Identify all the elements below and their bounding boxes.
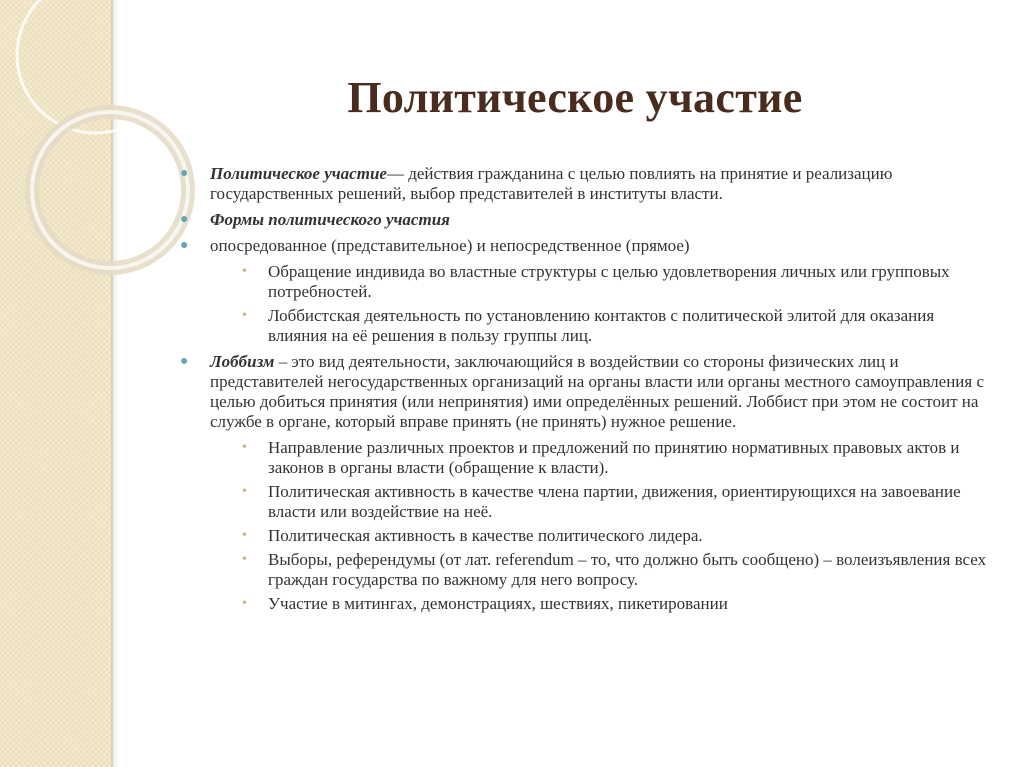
sub-bullet bbox=[180, 306, 990, 346]
bullet-lobbying bbox=[180, 352, 990, 432]
definition-text: — действия гражданина с целью повлиять на принятие и реализацию государственных решений, выбор представителей в институты власти. bbox=[210, 164, 893, 203]
sub-bullet bbox=[180, 482, 990, 522]
sub-bullet-text: Политическая активность в качестве политического лидера. bbox=[268, 526, 703, 545]
sub-bullet-text: Направление различных проектов и предложений по принятию нормативных правовых актов и законов в органы власти (обращение к власти). bbox=[268, 438, 960, 477]
bullet-forms-heading bbox=[180, 210, 990, 230]
sub-bullet bbox=[180, 438, 990, 478]
bullet-dot-icon: ● bbox=[180, 238, 189, 253]
decorative-circles bbox=[0, 0, 200, 330]
bullet-dot-icon: ● bbox=[180, 212, 189, 227]
slide-title: Политическое участие bbox=[347, 73, 803, 122]
sub-bullet-dot-icon: • bbox=[242, 528, 247, 543]
sub-bullet-text: Обращение индивида во властные структуры с целью удовлетворения личных или групповых потребностей. bbox=[268, 262, 950, 301]
forms-heading: Формы политического участия bbox=[210, 210, 450, 229]
sub-bullet bbox=[180, 550, 990, 590]
slide-content bbox=[180, 164, 990, 618]
bullet-dot-icon: ● bbox=[180, 166, 189, 181]
bullet-definition bbox=[180, 164, 990, 204]
sub-bullet-dot-icon: • bbox=[242, 440, 247, 455]
sub-bullet bbox=[180, 526, 990, 546]
sub-bullet-dot-icon: • bbox=[242, 552, 247, 567]
sub-bullet-text: Лоббистская деятельность по установлению контактов с политической элитой для оказания влияния на её решения в пользу группы лиц. bbox=[268, 306, 935, 345]
sub-bullet-dot-icon: • bbox=[242, 484, 247, 499]
forms-types-text: опосредованное (представительное) и непосредственное (прямое) bbox=[210, 236, 690, 255]
sub-bullet-dot-icon: • bbox=[242, 596, 247, 611]
term-political-participation: Политическое участие bbox=[210, 164, 387, 183]
sub-bullet bbox=[180, 594, 990, 614]
term-lobbying: Лоббизм bbox=[210, 352, 275, 371]
sub-bullet-dot-icon: • bbox=[242, 308, 247, 323]
sub-bullet-text: Выборы, референдумы (от лат. referendum – то, что должно быть сообщено) – волеизъявления всех граждан государства по важному для него вопросу. bbox=[268, 550, 987, 589]
sub-bullet-dot-icon: • bbox=[242, 264, 247, 279]
bullet-forms-types bbox=[180, 236, 990, 256]
sub-bullet bbox=[180, 262, 990, 302]
bullet-dot-icon: ● bbox=[180, 354, 189, 369]
sub-bullet-text: Политическая активность в качестве члена партии, движения, ориентирующихся на завоевание власти или воздействие на неё. bbox=[268, 482, 961, 521]
lobbying-text: – это вид деятельности, заключающийся в воздействии со стороны физических лиц и представителей негосударственных организаций на органы власти или органы местного самоуправления с целью добиться принятия (или непринятия) ими определённых решений. Лоббист при этом не состоит на службе в органе, который вправе принять (не принять) нужное решение. bbox=[210, 352, 985, 431]
sub-bullet-text: Участие в митингах, демонстрациях, шествиях, пикетировании bbox=[268, 594, 728, 613]
